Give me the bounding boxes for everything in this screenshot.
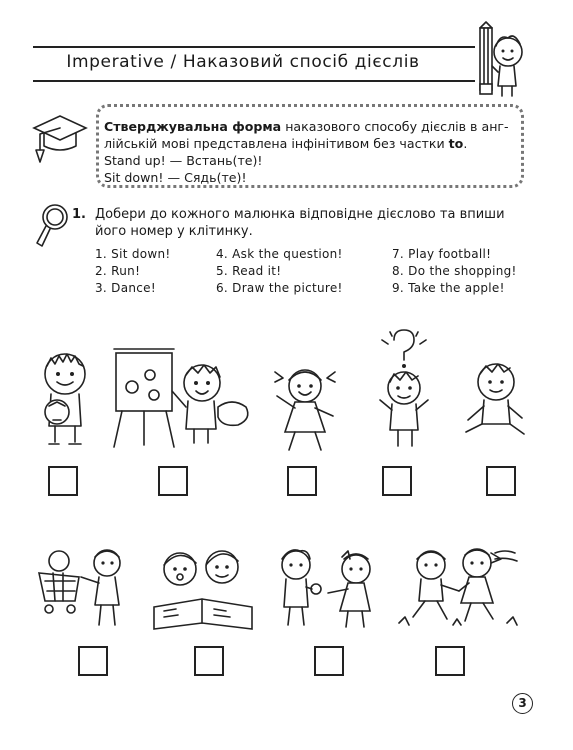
pencil-boy-mascot-icon [470, 22, 530, 102]
task-instruction-line-1: Добери до кожного малюнка відповідне дієслово та впиши [95, 207, 505, 222]
dancing-girl-illustration [265, 360, 355, 455]
graduation-cap-icon [30, 106, 90, 166]
task-instruction-line-2: його номер у клітинку. [95, 224, 253, 239]
shopping-kids-illustration [35, 545, 135, 635]
answer-box-8[interactable] [314, 646, 344, 676]
rule-line-2 [104, 135, 467, 152]
answer-box-1[interactable] [48, 466, 78, 496]
answer-box-5[interactable] [486, 466, 516, 496]
option-4: 4. Ask the question! [216, 247, 343, 261]
page-title: Imperative / Наказовий спосіб дієслів [66, 52, 420, 72]
option-5: 5. Read it! [216, 264, 282, 278]
kids-reading-book-illustration [148, 545, 258, 635]
kids-running-illustration [395, 545, 525, 630]
answer-box-9[interactable] [435, 646, 465, 676]
task-number: 1. [72, 207, 86, 222]
boy-with-question-illustration [370, 330, 440, 450]
option-1: 1. Sit down! [95, 247, 171, 261]
option-3: 3. Dance! [95, 281, 156, 295]
rule-line-2-end: . [463, 136, 468, 151]
rule-line-1-rest: наказового способу дієслів в анг- [281, 119, 509, 134]
rule-line-2-start: лійській мові представлена інфінітивом без частки [104, 136, 449, 151]
answer-box-6[interactable] [78, 646, 108, 676]
option-7: 7. Play football! [392, 247, 492, 261]
rule-line-1 [104, 118, 509, 135]
title-rule-bottom [33, 80, 475, 82]
option-9: 9. Take the apple! [392, 281, 505, 295]
answer-box-2[interactable] [158, 466, 188, 496]
rule-bold-to: to [448, 136, 464, 151]
sitting-boy-illustration [460, 358, 530, 450]
option-2: 2. Run! [95, 264, 141, 278]
option-8: 8. Do the shopping! [392, 264, 517, 278]
answer-box-4[interactable] [382, 466, 412, 496]
answer-box-3[interactable] [287, 466, 317, 496]
rule-example-2: Sit down! — Сядь(те)! [104, 170, 247, 185]
page-number: 3 [512, 693, 533, 714]
boy-with-ball-illustration [35, 350, 95, 450]
rule-example-1: Stand up! — Встань(те)! [104, 153, 263, 168]
magnifier-icon [33, 203, 73, 249]
rule-bold-term: Стверджувальна форма [104, 119, 282, 134]
title-rule-top [33, 46, 475, 48]
option-6: 6. Draw the picture! [216, 281, 343, 295]
boy-drawing-easel-illustration [110, 345, 260, 450]
answer-box-7[interactable] [194, 646, 224, 676]
kids-with-apple-illustration [270, 545, 380, 635]
